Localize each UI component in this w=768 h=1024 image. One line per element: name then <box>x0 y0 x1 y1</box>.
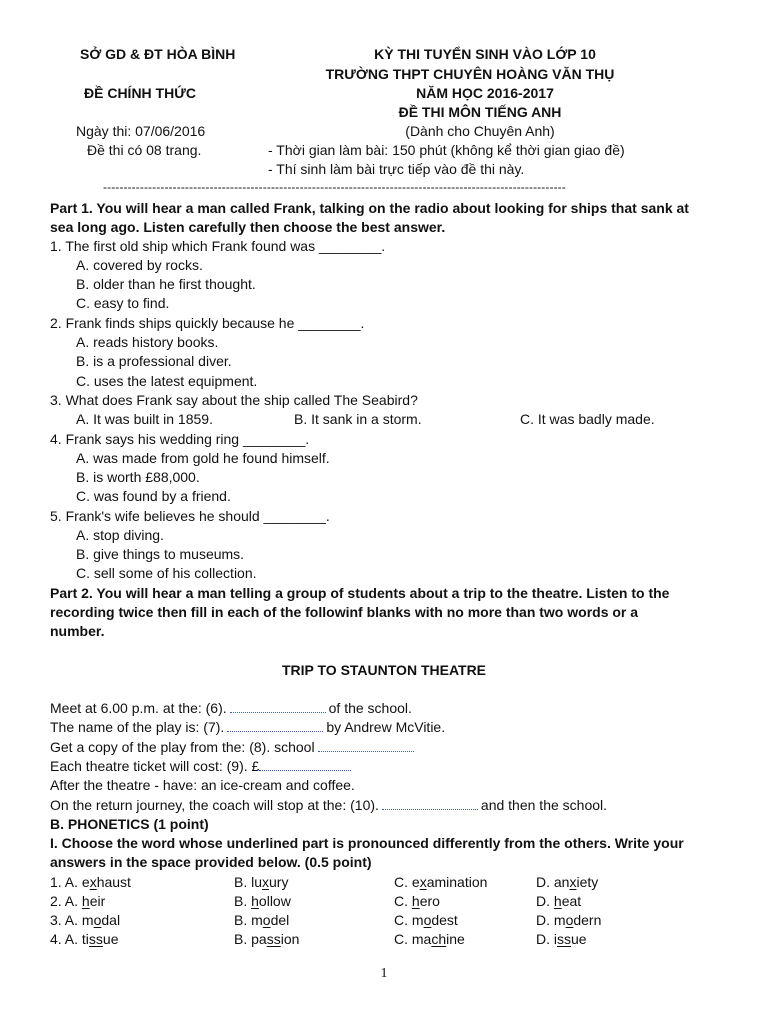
option-text-end: eir <box>89 893 106 909</box>
option-text-start: B. m <box>234 912 263 928</box>
underlined-part: ss <box>557 931 571 947</box>
blank-7[interactable] <box>227 719 323 732</box>
blank-8[interactable] <box>318 739 414 752</box>
option-text-end: del <box>270 912 290 928</box>
blank-7-suffix: by Andrew McVitie. <box>326 719 446 735</box>
phonetics-option <box>536 873 598 892</box>
option-text-start: B. lu <box>234 874 263 890</box>
phonetics-option <box>50 911 120 930</box>
phonetics-option <box>234 930 299 949</box>
question-2: 2. Frank finds ships quickly because he ________. <box>50 315 365 331</box>
option-text-start: D. m <box>536 912 566 928</box>
underlined-part: ss <box>88 931 103 947</box>
question-5-option-a: A. stop diving. <box>76 527 164 543</box>
option-text-end: ue <box>102 931 119 947</box>
option-text-end: ue <box>571 931 587 947</box>
question-5-option-c: C. sell some of his collection. <box>76 565 257 581</box>
option-text-start: D. an <box>536 874 570 890</box>
official-label: ĐỀ CHÍNH THỨC <box>84 85 196 101</box>
option-text-start: 1. A. e <box>50 874 90 890</box>
blank-6-suffix: of the school. <box>328 700 412 716</box>
phonetics-option <box>234 892 291 911</box>
phonetics-option <box>394 892 440 911</box>
option-text-end: dal <box>101 912 121 928</box>
option-text-start: 3. A. m <box>50 912 94 928</box>
part2-intro-line2: recording twice then fill in each of the followinf blanks with no more than two words or a <box>50 604 639 620</box>
phonetics-option <box>50 930 119 949</box>
option-text-end: iety <box>576 874 599 890</box>
question-3: 3. What does Frank say about the ship called The Seabird? <box>50 392 418 408</box>
question-3-option-a: A. It was built in 1859. <box>76 411 213 427</box>
underlined-part: h <box>251 893 259 909</box>
option-text-start: C. <box>394 893 412 909</box>
blank-6-line <box>50 699 412 718</box>
option-text-start: B. <box>234 893 252 909</box>
divider: ----------------------------------------------------------------------------------------------------------------- <box>103 180 566 194</box>
question-5-option-b: B. give things to museums. <box>76 546 245 562</box>
underlined-part: x <box>419 874 427 890</box>
phonetics-option <box>50 873 131 892</box>
underlined-part: h <box>81 893 90 909</box>
blank-6[interactable] <box>230 700 326 713</box>
underlined-part: ch <box>431 931 447 947</box>
blank-7-prefix: The name of the play is: (7). <box>50 719 225 735</box>
question-4-option-c: C. was found by a friend. <box>76 488 231 504</box>
question-4: 4. Frank says his wedding ring ________. <box>50 431 310 447</box>
blank-10[interactable] <box>382 797 478 810</box>
part2-title: TRIP TO STAUNTON THEATRE <box>281 662 487 678</box>
option-text-end: amination <box>426 874 488 890</box>
option-text-end: ine <box>446 931 465 947</box>
school-year: NĂM HỌC 2016-2017 <box>416 85 554 101</box>
option-text-start: C. e <box>394 874 420 890</box>
phonetics-option <box>234 873 288 892</box>
exam-title: KỲ THI TUYỂN SINH VÀO LỚP 10 <box>374 46 596 62</box>
blank-10-line <box>50 796 607 815</box>
blank-10-suffix: and then the school. <box>480 797 608 813</box>
target-group: (Dành cho Chuyên Anh) <box>405 123 555 139</box>
page-count: Đề thi có 08 trang. <box>87 142 202 158</box>
underlined-part: o <box>565 912 574 928</box>
blank-6-prefix: Meet at 6.00 p.m. at the: (6). <box>50 700 227 716</box>
department-name: SỞ GD & ĐT HÒA BÌNH <box>80 46 236 62</box>
school-name: TRƯỜNG THPT CHUYÊN HOÀNG VĂN THỤ <box>325 66 615 82</box>
option-text-start: D. i <box>536 931 557 947</box>
phonetics-option <box>394 930 465 949</box>
question-1-option-a: A. covered by rocks. <box>76 257 203 273</box>
question-5: 5. Frank's wife believes he should ________. <box>50 508 330 524</box>
phonetics-option <box>50 892 105 911</box>
underlined-part: o <box>423 912 432 928</box>
subject-title: ĐỀ THI MÔN TIẾNG ANH <box>398 104 562 120</box>
question-4-option-b: B. is worth £88,000. <box>76 469 200 485</box>
after-theatre-line: After the theatre - have: an ice-cream and coffee. <box>50 777 355 793</box>
part1-intro-line1: Part 1. You will hear a man called Frank, talking on the radio about looking for ships that sank at <box>50 200 689 216</box>
question-2-option-b: B. is a professional diver. <box>76 353 232 369</box>
underlined-part: h <box>553 893 562 909</box>
option-text-start: 2. A. <box>50 893 82 909</box>
option-text-start: C. ma <box>394 931 432 947</box>
option-text-end: ion <box>280 931 300 947</box>
option-text-end: ury <box>269 874 289 890</box>
blank-8-prefix: Get a copy of the play from the: (8). school <box>50 739 315 755</box>
question-1-option-b: B. older than he first thought. <box>76 276 256 292</box>
phonetics-option <box>394 873 487 892</box>
option-text-start: B. pa <box>234 931 267 947</box>
phonetics-option <box>536 892 581 911</box>
underlined-part: x <box>262 874 270 890</box>
underlined-part: o <box>93 912 102 928</box>
option-text-start: D. <box>536 893 554 909</box>
phonetics-option <box>234 911 289 930</box>
part2-intro-line1: Part 2. You will hear a man telling a group of students about a trip to the theatre. Listen to the <box>50 585 670 601</box>
blank-9-line <box>50 757 354 776</box>
option-text-end: eat <box>561 893 582 909</box>
exam-date: Ngày thi: 07/06/2016 <box>76 123 206 139</box>
blank-7-line <box>50 718 445 737</box>
underlined-part: x <box>89 874 97 890</box>
phonetics-instruction-line2: answers in the space provided below. (0.5 point) <box>50 854 372 870</box>
option-text-end: ero <box>419 893 440 909</box>
option-text-end: dern <box>573 912 602 928</box>
option-text-start: C. m <box>394 912 424 928</box>
option-text-end: dest <box>431 912 458 928</box>
question-4-option-a: A. was made from gold he found himself. <box>76 450 330 466</box>
question-2-option-c: C. uses the latest equipment. <box>76 373 258 389</box>
blank-9[interactable] <box>259 758 351 771</box>
instruction-note: - Thí sinh làm bài trực tiếp vào đề thi này. <box>268 161 525 177</box>
phonetics-option <box>536 911 601 930</box>
underlined-part: ss <box>266 931 281 947</box>
phonetics-instruction-line1: I. Choose the word whose underlined part is pronounced differently from the others. Write your <box>50 835 684 851</box>
question-2-option-a: A. reads history books. <box>76 334 219 350</box>
phonetics-option <box>394 911 458 930</box>
question-1: 1. The first old ship which Frank found was ________. <box>50 238 386 254</box>
underlined-part: x <box>569 874 577 890</box>
blank-9-prefix: Each theatre ticket will cost: (9). £ <box>50 758 260 774</box>
time-note: - Thời gian làm bài: 150 phút (không kể thời gian giao đề) <box>268 142 625 158</box>
option-text-start: 4. A. ti <box>50 931 89 947</box>
phonetics-option <box>536 930 587 949</box>
part2-intro-line3: number. <box>50 623 105 639</box>
blank-10-prefix: On the return journey, the coach will stop at the: (10). <box>50 797 379 813</box>
underlined-part: h <box>411 893 420 909</box>
question-3-option-c: C. It was badly made. <box>520 411 655 427</box>
phonetics-title: B. PHONETICS (1 point) <box>50 816 209 832</box>
part1-intro-line2: sea long ago. Listen carefully then choose the best answer. <box>50 219 446 235</box>
underlined-part: o <box>262 912 271 928</box>
page-number: 1 <box>380 966 388 981</box>
option-text-end: ollow <box>258 893 291 909</box>
question-3-option-b: B. It sank in a storm. <box>294 411 422 427</box>
option-text-end: haust <box>96 874 131 890</box>
question-1-option-c: C. easy to find. <box>76 295 170 311</box>
blank-8-line <box>50 738 417 757</box>
